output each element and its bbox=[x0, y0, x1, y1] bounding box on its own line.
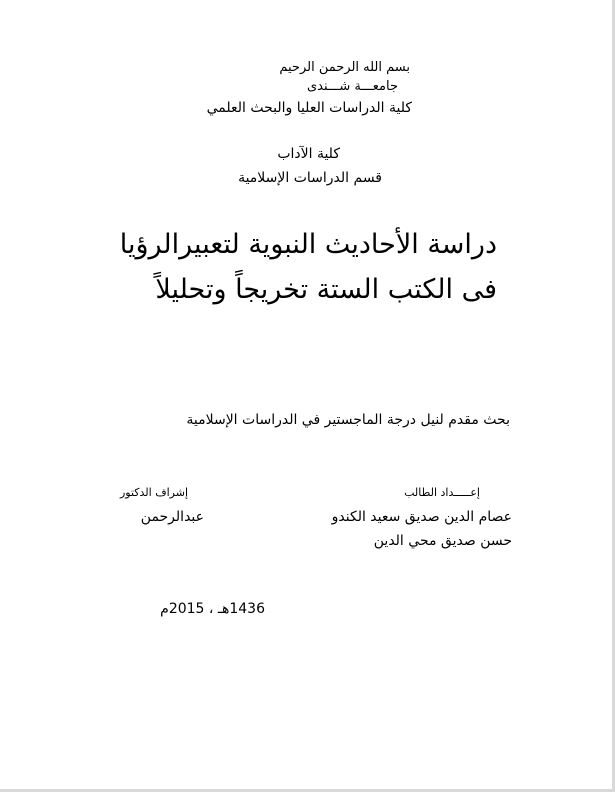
student-name-1: عصام الدين صديق سعيد الكندو bbox=[331, 509, 512, 525]
supervisor-label: إشراف الدكتور bbox=[119, 486, 188, 499]
preparation-label: إعـــــداد الطالب bbox=[404, 486, 480, 499]
thesis-title: دراسة الأحاديث النبوية لتعبيرالرؤيا فى الكتب الستة تخريجاً وتحليلاً bbox=[119, 229, 497, 305]
graduate-college-name: كلية الدراسات العليا والبحث العلمي bbox=[206, 100, 412, 116]
department-name: قسم الدراسات الإسلامية bbox=[238, 170, 382, 186]
submission-date: 1436هـ ، 2015م bbox=[160, 601, 265, 617]
student-name-2: حسن صديق محي الدين bbox=[373, 533, 512, 549]
thesis-purpose: بحث مقدم لنيل درجة الماجستير في الدراسات الإسلامية bbox=[186, 412, 510, 428]
supervisor-name: عبدالرحمن bbox=[140, 509, 204, 525]
university-name: جامعـــة شـــندى bbox=[307, 79, 398, 94]
arts-college-name: كلية الآداب bbox=[277, 146, 340, 162]
basmala: بسم الله الرحمن الرحيم bbox=[279, 60, 410, 75]
